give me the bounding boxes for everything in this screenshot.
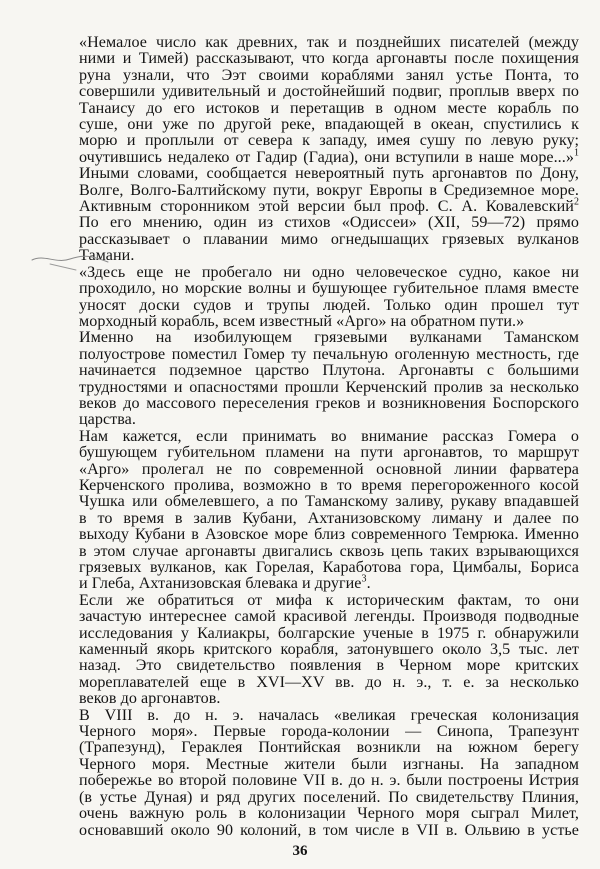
text-line: рассказывает о плавании мимо огнедышащих грязевых вулканов	[79, 230, 579, 248]
footnote-marker-2: 2	[573, 196, 579, 208]
text-line: начинается подземное царство Плутона. Аргонавты с большими	[79, 362, 579, 380]
text-line: Иными словами, сообщается невероятный путь аргонавтов по Дону,	[79, 165, 579, 183]
text-line: Черного моря». Первые города-колонии — Синопа, Трапезунт	[79, 723, 579, 741]
text-line: грязевых вулканов, как Горелая, Каработова гора, Цимбалы, Бориса	[79, 559, 579, 576]
text-line: основавший около 90 колоний, в том числе в VII в. Ольвию в устье	[79, 821, 579, 839]
text-line: исследования у Калиакры, болгарские ученые в 1975 г. обнаружили	[79, 624, 579, 642]
text-line: очень важную роль в колонизации Черного моря сыграл Милет,	[79, 805, 579, 823]
footnote-marker-1: 1	[573, 147, 579, 159]
text-line: совершили удивительный и достойнейший подвиг, проплыв вверх по	[79, 83, 579, 101]
paragraph-1	[61, 35, 579, 265]
text-line: Черного моря. Местные жители были изгнаны. На западном	[79, 755, 579, 773]
text-line: Волге, Волго-Балтийскому пути, вокруг Европы в Средиземное море.	[79, 181, 579, 199]
paragraph-5	[61, 593, 579, 708]
text-line: мореплавателей еще в XVI—XV вв. до н. э., т. е. за несколько	[79, 673, 579, 691]
text-line: бушующем губительном пламени на пути аргонавтов, то маршрут	[79, 444, 579, 462]
book-page	[61, 35, 579, 855]
text-line: Тамани.	[79, 247, 135, 265]
sentence-period: .	[366, 575, 371, 593]
line-text: Активным сторонником этой версии был проф. С. А. Ковалевский	[79, 198, 574, 216]
text-line: «Здесь еще не пробегало ни одно человеческое судно, какое ни	[79, 263, 579, 281]
text-line: трудностями и опасностями прошли Керченский пролив за несколько	[79, 378, 579, 396]
paragraph-3	[61, 330, 579, 428]
text-line: каменный якорь критского корабля, затонувшего около 3,5 тыс. лет	[79, 641, 579, 659]
text-line: морходный корабль, всем известный «Арго» на обратном пути.»	[79, 312, 525, 330]
text-line: в то время в залив Кубани, Ахтанизовскому лиману и далее по	[79, 509, 579, 527]
text-line: В VIII в. до н. э. началась «великая греческая колонизация	[79, 706, 579, 724]
text-line-with-footnote	[61, 196, 579, 216]
text-line: морю и проплыли от севера к западу, имея сушу по левую руку;	[79, 132, 579, 150]
text-line: Чушка или обмелевшего, а по Таманскому заливу, рукаву впадавшей	[79, 493, 579, 511]
text-line: веков до массового переселения греков и возникновения Боспорского	[79, 394, 579, 412]
text-line: уносят доски судов и трупы людей. Только один прошел тут	[79, 296, 579, 314]
text-line: Керченского пролива, возможно в то время перегороженного косой	[79, 476, 579, 494]
text-line: полуострове поместил Гомер ту печальную оголенную местность, где	[79, 345, 579, 363]
text-line: Если же обратиться от мифа к историческим фактам, то они	[79, 591, 579, 609]
text-line: назад. Это свидетельство появления в Черном море критских	[79, 657, 579, 675]
text-line: «Немалое число как древних, так и позднейших писателей (между	[79, 34, 579, 51]
text-line: в этом случае аргонавты двигались сквозь цепь таких взрывающихся	[79, 542, 579, 560]
footnote-marker-3: 3	[361, 574, 367, 586]
paragraph-6	[61, 708, 579, 839]
text-line: суше, они уже по другой реке, впадающей в океан, спустились к	[79, 116, 579, 134]
text-line: По его мнению, один из стихов «Одиссеи» (XII, 59—72) прямо	[79, 214, 579, 232]
text-line: проходило, но морские волны и бушующее губительное пламя вместе	[79, 280, 579, 298]
text-line: (в устье Дуная) и ряд других поселений. По свидетельству Плиния,	[79, 788, 579, 806]
pencil-margin-mark-icon	[30, 250, 110, 274]
text-line: зачастую интереснее самой красивой легенды. Производя подводные	[79, 608, 579, 626]
page-number: 36	[292, 843, 308, 859]
line-text: очутившись недалеко от Гадир (Гадиа), они вступили в наше море...»	[79, 148, 574, 166]
paragraph-2-quotation	[61, 265, 579, 331]
text-line: (Трапезунд), Гераклея Понтийская возникли на южном берегу	[79, 739, 579, 757]
text-line: Нам кажется, если принимать во внимание рассказ Гомера о	[79, 427, 579, 445]
text-line: Танаису до его истоков и перетащив в одном месте корабль по	[79, 99, 579, 117]
text-line: побережье во второй половине VII в. до н. э. были построены Истрия	[79, 772, 579, 790]
text-line-with-footnote	[61, 147, 579, 166]
paragraph-4	[61, 429, 579, 593]
text-line: ними и Тимей) рассказывают, что когда аргонавты после похищения	[79, 50, 579, 68]
text-line: веков до аргонавтов.	[79, 690, 221, 708]
text-line: руна узнали, что Ээт своими кораблями занял устье Понта, то	[79, 66, 579, 84]
line-text: и Глеба, Ахтанизовская блевака и другие	[79, 575, 362, 593]
text-line: «Арго» пролегал не по современной основной линии фарватера	[79, 460, 579, 478]
text-line: выходу Кубани в Азовское море близ современного Темрюка. Именно	[79, 526, 579, 544]
text-line: царства.	[79, 411, 136, 429]
text-line-with-footnote	[61, 576, 579, 592]
text-line: Именно на изобилующем грязевыми вулканами Таманском	[79, 329, 579, 347]
